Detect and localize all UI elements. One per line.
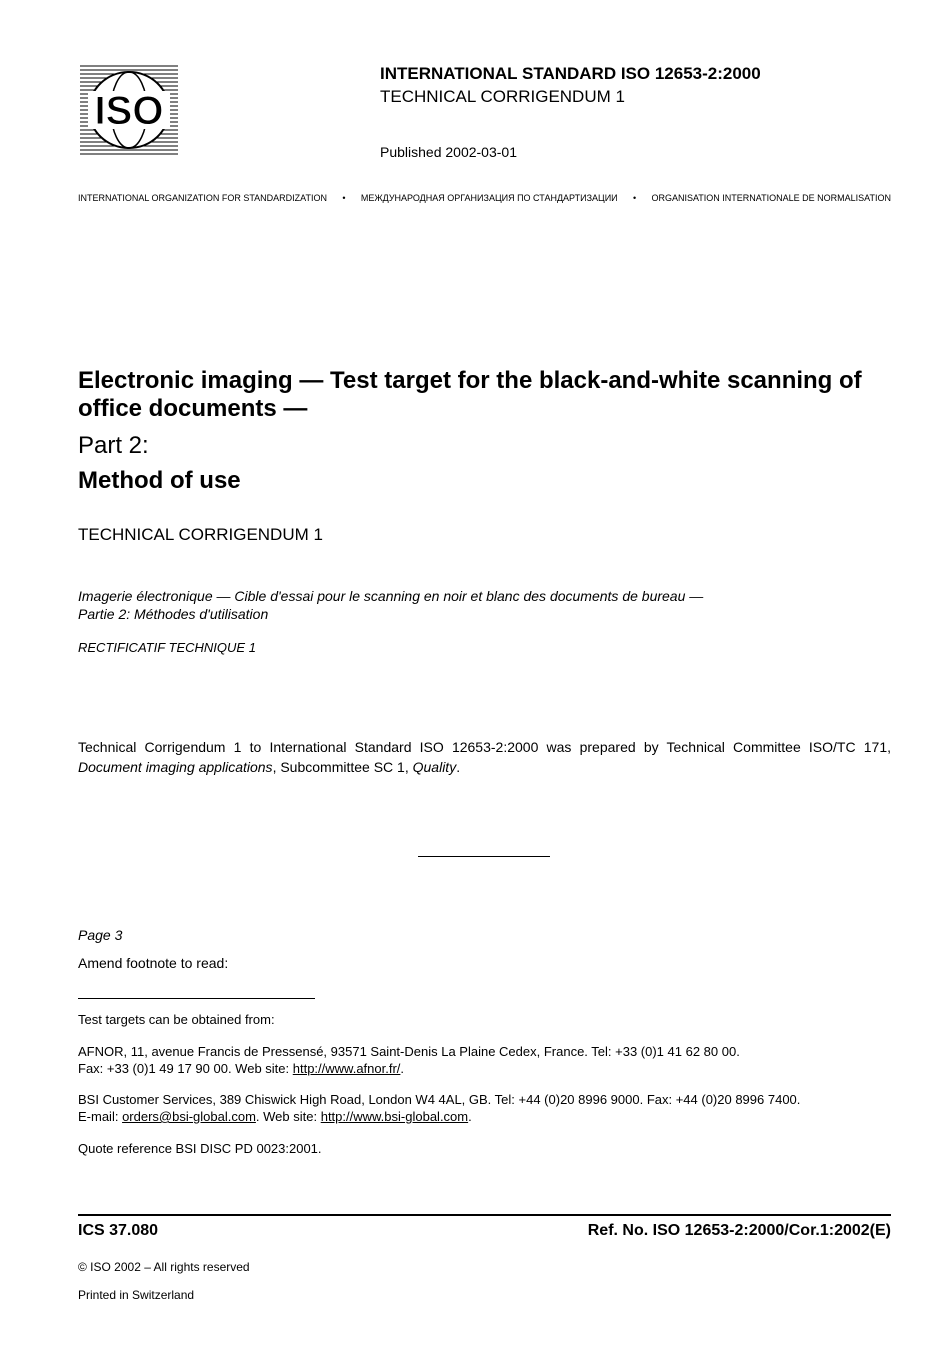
intro-text: , Subcommittee SC 1,	[272, 759, 413, 775]
footnote-rule	[78, 998, 315, 999]
org-name-en: INTERNATIONAL ORGANIZATION FOR STANDARDIZATION	[78, 193, 328, 203]
published-date: Published 2002-03-01	[380, 144, 517, 160]
afnor-link[interactable]: http://www.afnor.fr/	[292, 1061, 401, 1076]
footnote-lead: Test targets can be obtained from:	[78, 1012, 275, 1027]
bsi-address: BSI Customer Services, 389 Chiswick High Road, London W4 4AL, GB. Tel: +44 (0)20 8996 9000. Fax: +44 (0)20 8996 7400.	[78, 1092, 801, 1107]
printed-notice: Printed in Switzerland	[78, 1288, 195, 1302]
bsi-email-link[interactable]: orders@bsi-global.com	[122, 1109, 256, 1124]
bsi-email-label: E-mail:	[78, 1109, 123, 1124]
intro-text: .	[456, 759, 461, 775]
document-part-title: Method of use	[78, 467, 241, 494]
amend-instruction: Amend footnote to read:	[78, 955, 229, 971]
page-reference: Page 3	[78, 927, 123, 943]
copyright-notice: © ISO 2002 – All rights reserved	[78, 1260, 250, 1274]
corrigendum-label: TECHNICAL CORRIGENDUM 1	[78, 525, 323, 544]
french-title	[78, 587, 891, 623]
afnor-contact	[78, 1060, 891, 1077]
afnor-fax: Fax: +33 (0)1 49 17 90 00. Web site:	[78, 1061, 293, 1076]
french-title-line-1: Imagerie électronique — Cible d'essai pour le scanning en noir et blanc des documents de bureau —	[78, 588, 704, 604]
committee-title: Document imaging applications	[78, 759, 273, 775]
punctuation: .	[468, 1109, 472, 1124]
french-title-line-2: Partie 2: Méthodes d'utilisation	[78, 606, 269, 622]
reference-number: Ref. No. ISO 12653-2:2000/Cor.1:2002(E)	[587, 1222, 891, 1239]
afnor-address: AFNOR, 11, avenue Francis de Pressensé, 93571 Saint-Denis La Plaine Cedex, France. Tel: +33 (0)1 41 62 80 00.	[78, 1044, 740, 1059]
ics-code: ICS 37.080	[78, 1222, 159, 1239]
iso-logo	[80, 64, 178, 156]
iso-logo-text: ISO	[94, 89, 164, 133]
section-divider	[418, 856, 550, 857]
bsi-web-link[interactable]: http://www.bsi-global.com	[320, 1109, 469, 1124]
subcommittee-title: Quality	[412, 759, 457, 775]
org-separator: •	[632, 193, 637, 203]
organization-line	[78, 193, 891, 203]
punctuation: .	[400, 1061, 405, 1076]
intro-text: Technical Corrigendum 1 to International Standard ISO 12653-2:2000 was prepared by Technical Committee ISO/TC 171,	[78, 739, 891, 755]
standard-subtitle: TECHNICAL CORRIGENDUM 1	[380, 87, 625, 106]
org-name-ru: МЕЖДУНАРОДНАЯ ОРГАНИЗАЦИЯ ПО СТАНДАРТИЗАЦИИ	[360, 193, 618, 203]
footnote-afnor	[78, 1043, 891, 1077]
quote-reference: Quote reference BSI DISC PD 0023:2001.	[78, 1141, 322, 1156]
footnote-bsi	[78, 1091, 891, 1125]
document-title: Electronic imaging — Test target for the black-and-white scanning of office documents —	[78, 367, 862, 422]
intro-paragraph	[78, 737, 891, 777]
iso-logo-graphic	[80, 64, 178, 156]
org-separator: •	[342, 193, 346, 203]
org-name-fr: ORGANISATION INTERNATIONALE DE NORMALISATION	[651, 193, 891, 203]
french-corrigendum-label: RECTIFICATIF TECHNIQUE 1	[78, 640, 256, 655]
bsi-web-label: . Web site:	[255, 1109, 321, 1124]
standard-title: INTERNATIONAL STANDARD ISO 12653-2:2000	[380, 64, 761, 83]
bsi-contact	[78, 1108, 891, 1125]
footer-rule	[78, 1214, 891, 1216]
document-part: Part 2:	[78, 432, 149, 459]
